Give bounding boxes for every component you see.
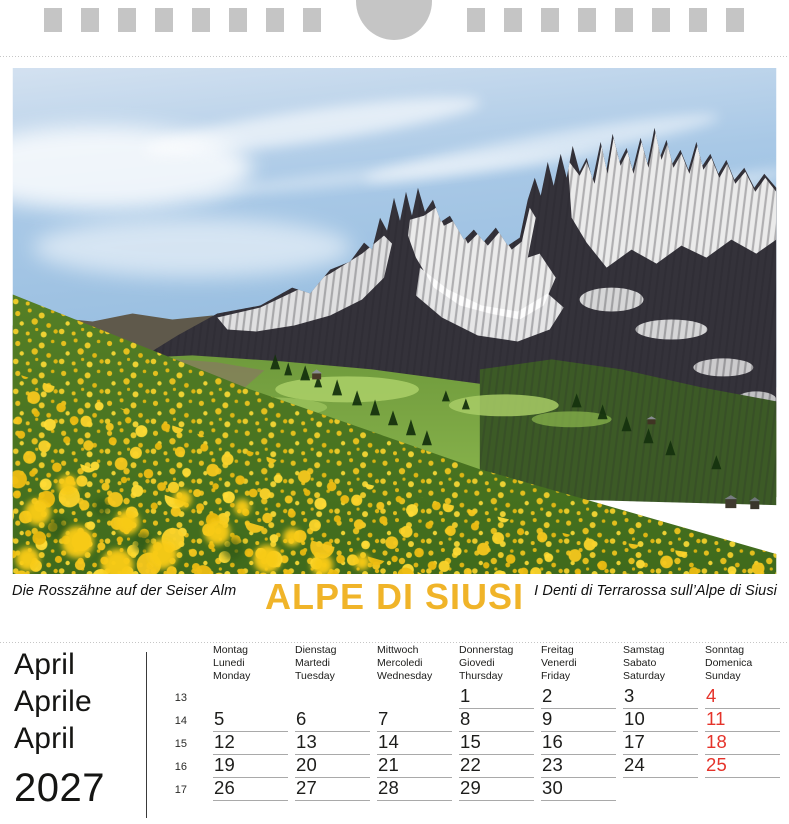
day-label-it: Martedi bbox=[295, 657, 331, 669]
date-number: 14 bbox=[378, 731, 399, 752]
week-number: 14 bbox=[174, 715, 187, 727]
week-number: 16 bbox=[174, 761, 187, 773]
date-cell bbox=[213, 709, 288, 732]
date-number: 15 bbox=[460, 731, 481, 752]
binding-hole bbox=[266, 8, 284, 32]
date-number: 26 bbox=[214, 777, 235, 798]
date-number: 19 bbox=[214, 754, 235, 775]
day-label-en: Friday bbox=[541, 670, 571, 682]
date-cell bbox=[295, 755, 370, 778]
day-label-de: Montag bbox=[213, 644, 249, 656]
date-cell bbox=[623, 755, 698, 778]
binding-hole bbox=[192, 8, 210, 32]
date-number: 22 bbox=[460, 754, 481, 775]
day-headers bbox=[213, 644, 789, 684]
date-number: 1 bbox=[460, 685, 471, 706]
day-label-en: Saturday bbox=[623, 670, 666, 682]
caption-right: I Denti di Terrarossa sull’Alpe di Siusi bbox=[534, 583, 777, 599]
day-label-it: Venerdi bbox=[541, 657, 577, 669]
day-label-de: Dienstag bbox=[295, 644, 337, 656]
date-number: 11 bbox=[706, 708, 726, 729]
binding-hole bbox=[155, 8, 173, 32]
day-label-it: Lunedi bbox=[213, 657, 245, 669]
day-header-friday bbox=[541, 644, 621, 683]
date-cell bbox=[459, 778, 534, 801]
binding-hole bbox=[689, 8, 707, 32]
date-cell bbox=[377, 686, 452, 708]
month-block bbox=[14, 646, 105, 811]
date-number: 20 bbox=[296, 754, 317, 775]
date-cell bbox=[295, 732, 370, 755]
date-cell bbox=[623, 778, 698, 800]
day-label-en: Sunday bbox=[705, 670, 741, 682]
binding-hole bbox=[467, 8, 485, 32]
hanging-hole bbox=[356, 0, 432, 40]
binding-hole bbox=[541, 8, 559, 32]
day-label-en: Wednesday bbox=[377, 670, 433, 682]
day-label-de: Mittwoch bbox=[377, 644, 419, 656]
date-number: 3 bbox=[624, 685, 635, 706]
week-number: 17 bbox=[174, 784, 187, 796]
binding-hole bbox=[578, 8, 596, 32]
month-name-de: April bbox=[14, 648, 76, 681]
binding-hole bbox=[81, 8, 99, 32]
day-header-saturday bbox=[623, 644, 703, 683]
date-number: 21 bbox=[378, 754, 399, 775]
date-cell bbox=[377, 778, 452, 801]
day-label-de: Freitag bbox=[541, 644, 574, 656]
date-number: 5 bbox=[214, 708, 225, 729]
day-label-en: Tuesday bbox=[295, 670, 335, 682]
binding-hole bbox=[504, 8, 522, 32]
date-number: 6 bbox=[296, 708, 307, 729]
date-number: 12 bbox=[214, 731, 235, 752]
caption-left: Die Rosszähne auf der Seiser Alm bbox=[12, 583, 237, 599]
date-number: 29 bbox=[460, 777, 481, 798]
date-number: 7 bbox=[378, 708, 389, 729]
date-cell bbox=[213, 778, 288, 801]
binding-hole bbox=[652, 8, 670, 32]
date-cell bbox=[705, 755, 780, 778]
day-label-en: Thursday bbox=[459, 670, 503, 682]
date-grid bbox=[174, 685, 789, 816]
date-number: 8 bbox=[460, 708, 471, 729]
date-cell bbox=[213, 755, 288, 778]
binding-hole bbox=[726, 8, 744, 32]
binding-hole bbox=[229, 8, 247, 32]
date-number: 25 bbox=[706, 754, 727, 775]
date-cell bbox=[377, 732, 452, 755]
date-cell bbox=[213, 686, 288, 708]
date-cell bbox=[623, 686, 698, 709]
date-number: 16 bbox=[542, 731, 563, 752]
day-label-de: Samstag bbox=[623, 644, 665, 656]
week-number: 15 bbox=[174, 738, 187, 750]
date-number: 13 bbox=[296, 731, 317, 752]
photo-title: ALPE DI SIUSI bbox=[264, 576, 525, 617]
date-cell bbox=[213, 732, 288, 755]
date-cell bbox=[541, 732, 616, 755]
date-number: 30 bbox=[542, 777, 563, 798]
date-cell bbox=[541, 686, 616, 709]
date-cell bbox=[705, 686, 780, 709]
landscape-photo bbox=[12, 68, 777, 574]
date-cell bbox=[623, 709, 698, 732]
date-cell bbox=[459, 686, 534, 709]
binding-hole bbox=[44, 8, 62, 32]
year-label: 2027 bbox=[14, 766, 105, 810]
day-label-en: Monday bbox=[213, 670, 251, 682]
date-number: 17 bbox=[624, 731, 645, 752]
day-label-it: Sabato bbox=[623, 657, 657, 669]
date-number: 2 bbox=[542, 685, 553, 706]
date-cell bbox=[459, 732, 534, 755]
month-name-it: Aprile bbox=[14, 685, 92, 718]
date-cell bbox=[377, 755, 452, 778]
day-label-it: Mercoledi bbox=[377, 657, 423, 669]
day-header-wednesday bbox=[377, 644, 457, 683]
date-number: 18 bbox=[706, 731, 727, 752]
date-cell bbox=[295, 709, 370, 732]
caption-row bbox=[0, 576, 789, 632]
date-cell bbox=[295, 778, 370, 801]
date-cell bbox=[541, 778, 616, 801]
date-number: 28 bbox=[378, 777, 399, 798]
date-cell bbox=[623, 732, 698, 755]
date-number: 9 bbox=[542, 708, 553, 729]
week-number: 13 bbox=[174, 692, 187, 704]
date-cell bbox=[377, 709, 452, 732]
day-header-sunday bbox=[705, 644, 785, 683]
day-label-de: Donnerstag bbox=[459, 644, 514, 656]
binding-hole bbox=[303, 8, 321, 32]
day-label-it: Domenica bbox=[705, 657, 753, 669]
date-cell bbox=[295, 686, 370, 708]
day-label-de: Sonntag bbox=[705, 644, 745, 656]
day-header-monday bbox=[213, 644, 293, 683]
date-cell bbox=[705, 709, 780, 732]
binding-hole bbox=[118, 8, 136, 32]
date-cell bbox=[705, 732, 780, 755]
perforation-line-top bbox=[0, 56, 789, 57]
date-cell bbox=[541, 709, 616, 732]
date-cell bbox=[705, 778, 780, 800]
perforation-line-mid bbox=[0, 642, 789, 643]
date-number: 4 bbox=[706, 685, 717, 706]
date-cell bbox=[459, 755, 534, 778]
date-number: 24 bbox=[624, 754, 645, 775]
day-header-thursday bbox=[459, 644, 539, 683]
date-number: 23 bbox=[542, 754, 563, 775]
date-cell bbox=[459, 709, 534, 732]
month-name-en: April bbox=[14, 722, 76, 755]
date-number: 27 bbox=[296, 777, 317, 798]
date-number: 10 bbox=[624, 708, 645, 729]
date-cell bbox=[541, 755, 616, 778]
binding-hole bbox=[615, 8, 633, 32]
day-label-it: Giovedi bbox=[459, 657, 495, 669]
day-header-tuesday bbox=[295, 644, 375, 683]
